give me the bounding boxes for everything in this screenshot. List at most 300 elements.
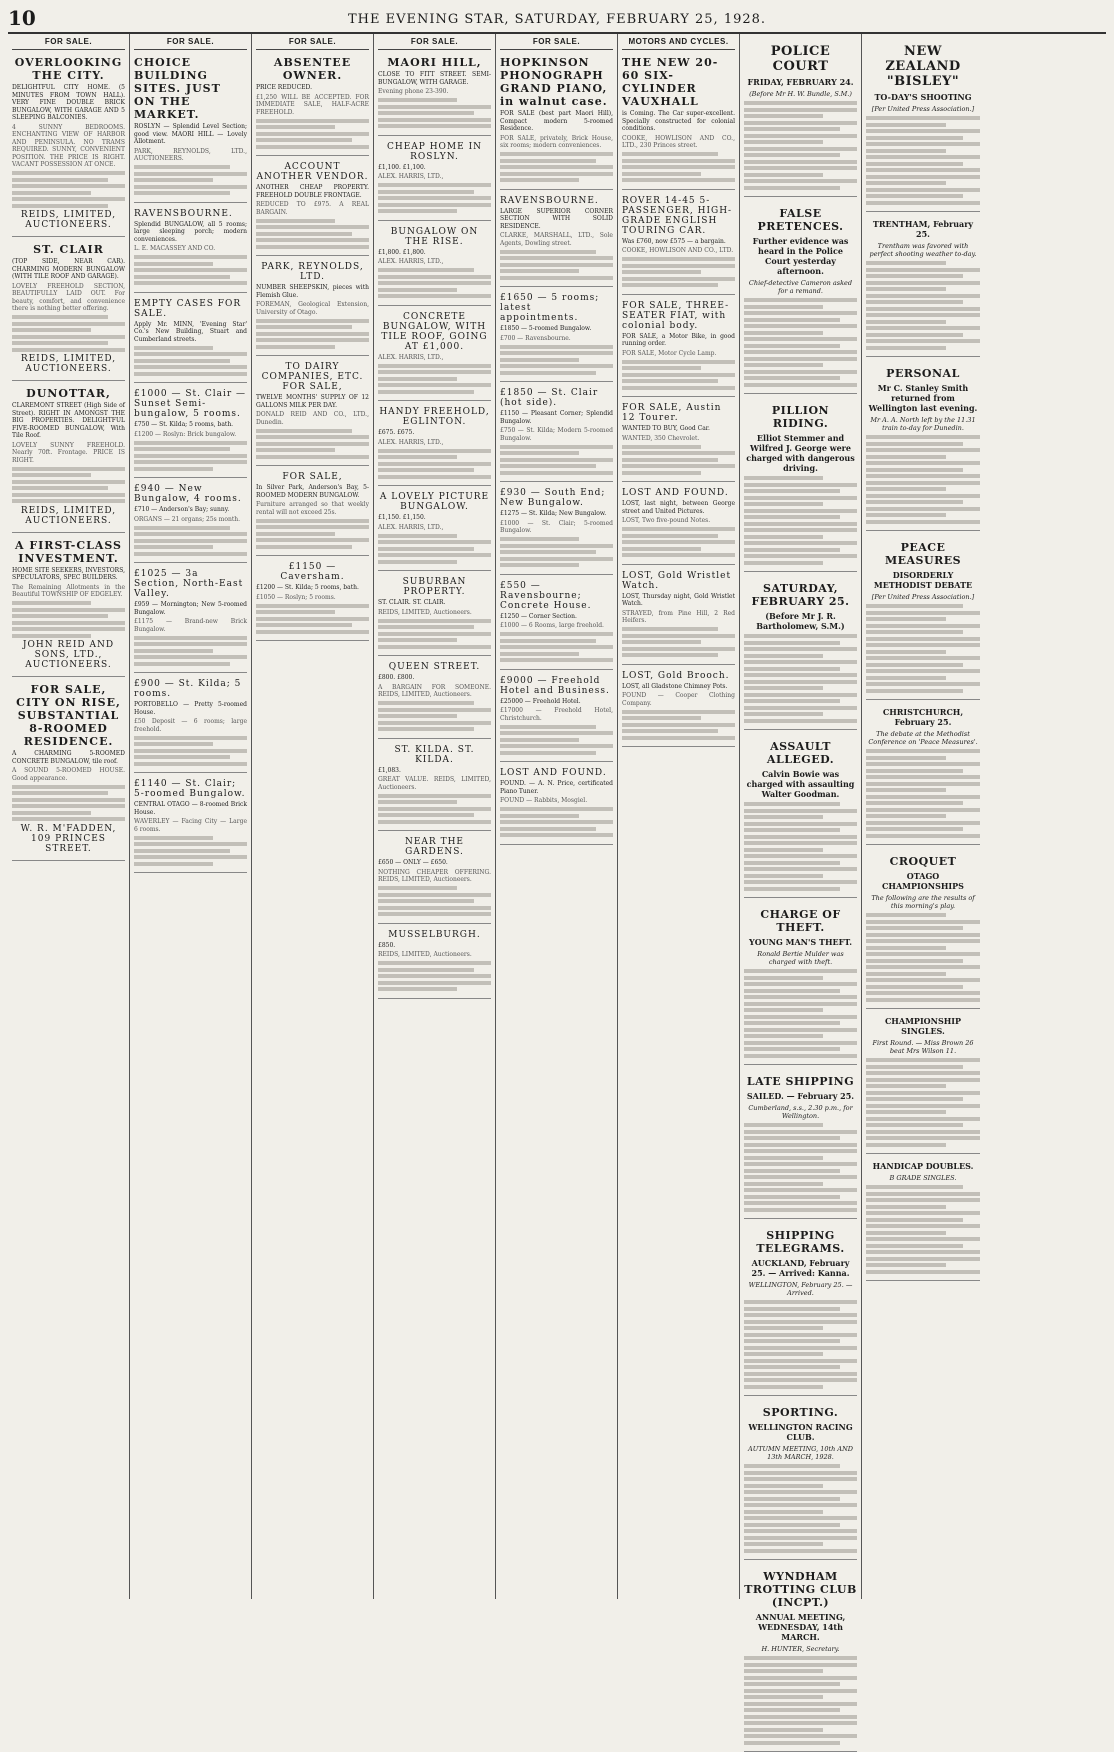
text-line — [866, 1250, 980, 1254]
text-line — [866, 762, 980, 766]
text-line — [744, 848, 823, 852]
text-line — [744, 841, 857, 845]
news-headline: PILLION RIDING. — [771, 404, 830, 430]
text-line — [622, 710, 735, 714]
ad-body: £17000 — Freehold Hotel, Christchurch. — [500, 707, 613, 722]
ad-body: ALEX. HARRIS, LTD., — [378, 353, 444, 361]
text-line — [378, 638, 457, 642]
text-line — [12, 178, 108, 182]
news-item — [866, 1154, 980, 1281]
ad-body: £1000 — 6 Rooms, large freehold. — [500, 622, 604, 629]
ad-body: A BARGAIN FOR SOMEONE. REIDS, LIMITED, Auctioneers. — [378, 683, 491, 698]
ad-body: 4 SUNNY BEDROOMS. ENCHANTING VIEW OF HARBOR AND PENINSULA. NO TRAMS REQUIRED. SUNNY, CONVENIENT POSITION. THE PRICE IS RIGHT. VACANT POSSESSION AT ONCE. — [12, 123, 125, 168]
text-line — [256, 332, 369, 336]
text-line — [622, 159, 735, 163]
ad-subheading: LOST, all Gladstone Chimney Pots. — [622, 682, 728, 690]
ad-body: L. E. MACASSEY AND CO. — [134, 245, 216, 252]
text-line — [744, 1734, 857, 1738]
ad-body: FOREMAN, Geological Extension, University of Otago. — [256, 301, 369, 316]
text-line — [744, 1156, 823, 1160]
text-line — [744, 835, 857, 839]
text-line — [378, 124, 491, 128]
news-headline: WYNDHAM TROTTING CLUB (INCPT.) — [744, 1570, 857, 1609]
newspaper-title: THE EVENING STAR, SATURDAY, FEBRUARY 25, 1928. — [347, 12, 767, 27]
ad-body: £1000 — St. Clair; 5-roomed Bungalow. — [500, 519, 613, 534]
text-line — [744, 1054, 857, 1058]
classified-ad — [500, 190, 613, 288]
ad-subheading: PORTOBELLO — Pretty 5-roomed House. — [134, 701, 247, 716]
text-line — [256, 442, 369, 446]
text-line — [134, 268, 247, 272]
ad-body: DONALD REID AND CO., LTD., Dunedin. — [256, 411, 369, 426]
news-headline: PERSONAL — [886, 367, 960, 380]
text-line — [744, 318, 840, 322]
column-1 — [8, 34, 130, 1599]
text-line — [256, 538, 369, 542]
text-line — [134, 178, 213, 182]
ad-headline: ST. CLAIR — [33, 243, 104, 256]
text-line — [500, 371, 596, 375]
text-line — [744, 874, 823, 878]
column-heading: FOR SALE. — [12, 34, 125, 50]
classified-ad — [500, 50, 613, 190]
text-line — [866, 920, 980, 924]
text-line — [866, 834, 980, 838]
text-line — [744, 673, 857, 677]
text-line — [866, 978, 980, 982]
text-line — [866, 1078, 980, 1082]
news-body: WELLINGTON, February 25. — Arrived. — [748, 1281, 853, 1297]
text-line — [622, 464, 735, 468]
text-line — [744, 686, 823, 690]
text-line — [378, 981, 491, 985]
ad-headline: MUSSELBURGH. — [388, 929, 481, 940]
ad-subheading: FOUND. — A. N. Price, certificated Piano Tuner. — [500, 780, 613, 795]
text-line — [744, 1372, 857, 1376]
text-line — [744, 324, 857, 328]
ad-subheading: £1,800. £1,800. — [378, 248, 426, 256]
text-line — [744, 887, 840, 891]
text-line — [866, 676, 946, 680]
text-line — [866, 1270, 980, 1274]
text-line — [744, 712, 823, 716]
text-line — [744, 1195, 840, 1199]
text-line — [500, 563, 579, 567]
text-line — [866, 1130, 980, 1134]
text-line — [744, 1015, 857, 1019]
text-line — [500, 263, 613, 267]
text-line — [744, 1516, 857, 1520]
text-line — [866, 474, 980, 478]
ad-headline: CONCRETE BUNGALOW, WITH TILE ROOF, GOING AT £1,000. — [381, 311, 488, 352]
text-line — [744, 522, 857, 526]
text-line — [744, 880, 857, 884]
text-line — [866, 656, 980, 660]
text-line — [256, 435, 369, 439]
text-line — [134, 185, 247, 189]
text-line — [866, 181, 946, 185]
text-line — [256, 145, 369, 149]
text-line — [866, 123, 946, 127]
text-line — [744, 383, 857, 387]
text-line — [378, 645, 491, 649]
text-line — [744, 693, 857, 697]
classified-ad — [622, 397, 735, 482]
text-line — [866, 333, 963, 337]
news-headline: NEW ZEALAND "BISLEY" — [885, 44, 961, 89]
ad-body: REIDS, LIMITED, Auctioneers. — [378, 608, 472, 616]
ad-body: £1175 — Brand-new Brick Bungalow. — [134, 618, 247, 633]
text-line — [744, 344, 840, 348]
text-line — [12, 341, 108, 345]
text-line — [12, 348, 125, 352]
text-line — [256, 338, 369, 342]
text-line — [744, 1307, 840, 1311]
text-line — [256, 617, 369, 621]
text-line — [134, 447, 230, 451]
text-line — [866, 455, 946, 459]
news-item — [744, 34, 857, 197]
text-line — [500, 445, 613, 449]
text-line — [744, 1542, 823, 1546]
ad-body: GREAT VALUE. REIDS, LIMITED, Auctioneers. — [378, 776, 491, 791]
text-line — [744, 528, 857, 532]
text-line — [744, 140, 823, 144]
news-item — [744, 1065, 857, 1219]
text-line — [622, 736, 735, 740]
text-line — [500, 471, 613, 475]
text-line — [866, 1071, 980, 1075]
classified-ad — [500, 762, 613, 845]
ad-subheading: CENTRAL OTAGO — 8-roomed Brick House. — [134, 801, 247, 816]
text-line — [866, 461, 980, 465]
text-line — [744, 1695, 823, 1699]
ad-headline: ACCOUNT ANOTHER VENDOR. — [256, 162, 369, 182]
text-line — [500, 159, 596, 163]
ad-headline: £1000 — St. Clair — Sunset Semi-bungalow, 5 rooms. — [134, 389, 247, 419]
text-line — [744, 1656, 857, 1660]
text-line — [744, 1464, 840, 1468]
text-line — [622, 540, 735, 544]
text-line — [378, 968, 474, 972]
ad-headline: NEAR THE GARDENS. — [404, 837, 464, 857]
text-line — [256, 132, 369, 136]
text-line — [378, 886, 457, 890]
text-line — [12, 614, 108, 618]
text-line — [378, 794, 491, 798]
text-line — [866, 494, 980, 498]
ad-body: FOUND — Rabbits, Mosgiel. — [500, 797, 588, 804]
text-line — [866, 756, 946, 760]
text-line — [134, 281, 247, 285]
classified-ad — [134, 563, 247, 673]
ad-headline: RAVENSBOURNE. — [134, 208, 233, 219]
text-line — [500, 744, 613, 748]
text-line — [378, 370, 491, 374]
news-subhead: TRENTHAM, February 25. — [872, 219, 974, 239]
column-7 — [740, 34, 862, 1653]
text-line — [256, 604, 369, 608]
ad-body: PARK, REYNOLDS, LTD., AUCTIONEERS. — [134, 147, 247, 162]
text-line — [866, 926, 963, 930]
text-line — [622, 283, 718, 287]
text-line — [500, 537, 579, 541]
ad-headline: £900 — St. Kilda; 5 rooms. — [134, 679, 242, 699]
news-subhead: DISORDERLY METHODIST DEBATE — [873, 570, 973, 590]
text-line — [256, 125, 335, 129]
text-line — [744, 1721, 857, 1725]
ad-agent: REIDS, LIMITED, AUCTIONEERS. — [20, 505, 117, 526]
ad-subheading: £750 — St. Kilda; 5 rooms, bath. — [134, 421, 234, 428]
text-line — [622, 471, 701, 475]
classified-ad — [622, 482, 735, 565]
text-line — [378, 534, 457, 538]
text-line — [622, 178, 735, 182]
ad-body: ORGANS — 21 organs; 25s month. — [134, 515, 241, 523]
text-line — [866, 136, 963, 140]
text-line — [256, 138, 352, 142]
news-item — [744, 1219, 857, 1396]
ad-agent: REIDS, LIMITED, AUCTIONEERS. — [20, 354, 117, 374]
text-line — [744, 1715, 857, 1719]
text-line — [744, 1339, 840, 1343]
text-line — [256, 519, 369, 523]
text-line — [744, 1208, 857, 1212]
text-line — [744, 1333, 857, 1337]
text-line — [866, 1231, 946, 1235]
text-line — [744, 828, 840, 832]
text-line — [866, 1065, 963, 1069]
text-line — [378, 727, 474, 731]
text-line — [378, 288, 457, 292]
text-line — [12, 184, 125, 188]
text-line — [744, 337, 857, 341]
text-line — [134, 736, 247, 740]
text-line — [500, 345, 613, 349]
ad-body: NOTHING CHEAPER OFFERING. REIDS, LIMITED, Auctioneers. — [378, 868, 491, 883]
text-line — [744, 1490, 857, 1494]
ad-body: COOKE, HOWLISON AND CO., LTD., 230 Princes street. — [622, 134, 735, 149]
classified-ad — [622, 565, 735, 665]
text-line — [256, 325, 352, 329]
text-line — [744, 1741, 840, 1745]
text-line — [378, 619, 491, 623]
text-line — [866, 1185, 963, 1189]
text-line — [866, 339, 980, 343]
ad-headline: THE NEW 20-60 SIX-CYLINDER VAUXHALL — [622, 56, 719, 108]
text-line — [500, 557, 613, 561]
text-line — [378, 111, 474, 115]
text-line — [744, 1708, 840, 1712]
ad-headline: CHOICE BUILDING SITES. JUST ON THE MARKET. — [134, 56, 221, 121]
text-line — [744, 1728, 823, 1732]
text-line — [744, 982, 857, 986]
columns — [8, 34, 1108, 1653]
text-line — [744, 331, 823, 335]
text-line — [134, 191, 230, 195]
text-line — [866, 1143, 946, 1147]
text-line — [134, 365, 247, 369]
ad-headline: SUBURBAN PROPERTY. — [402, 577, 467, 597]
ad-body: FOR SALE, privately, Brick House, six rooms; modern conveniences. — [500, 134, 613, 149]
text-line — [500, 814, 579, 818]
text-line — [866, 795, 980, 799]
text-line — [134, 526, 230, 530]
text-line — [866, 1257, 980, 1261]
text-line — [622, 270, 701, 274]
text-line — [378, 721, 491, 725]
news-headline: SATURDAY, FEBRUARY 25. — [751, 582, 850, 608]
classified-ad — [500, 482, 613, 575]
text-line — [866, 1117, 980, 1121]
text-line — [744, 1523, 840, 1527]
text-line — [378, 820, 491, 824]
text-line — [866, 175, 980, 179]
classified-ad — [378, 221, 491, 306]
news-body: The debate at the Methodist Conference on 'Peace Measures'. — [868, 730, 978, 746]
text-line — [744, 1320, 857, 1324]
text-line — [12, 493, 125, 497]
ad-body: FOUND — Cooper Clothing Company. — [622, 692, 735, 707]
text-line — [744, 1300, 857, 1304]
text-line — [866, 939, 980, 943]
text-line — [866, 952, 980, 956]
ad-subheading: £1,083. — [378, 766, 401, 774]
text-line — [622, 445, 701, 449]
text-line — [622, 716, 701, 720]
news-subhead: Further evidence was heard in the Police Court yesterday afternoon. — [752, 236, 849, 276]
text-line — [744, 861, 840, 865]
text-line — [744, 634, 857, 638]
text-line — [744, 515, 840, 519]
classified-ad — [256, 356, 369, 466]
text-line — [744, 976, 823, 980]
text-line — [12, 191, 91, 195]
ad-body: ALEX. HARRIS, LTD., — [378, 173, 444, 180]
text-line — [866, 162, 963, 166]
classified-ad — [12, 533, 125, 678]
text-line — [378, 468, 474, 472]
news-headline: SPORTING. — [762, 1406, 839, 1419]
ad-headline: TO DAIRY COMPANIES, ETC. FOR SALE, — [261, 362, 364, 392]
ad-headline: LOST AND FOUND. — [500, 768, 607, 778]
ad-body: A SOUND 5-ROOMED HOUSE. Good appearance. — [12, 767, 125, 782]
text-line — [256, 630, 369, 634]
news-subhead: FRIDAY, FEBRUARY 24. — [747, 77, 854, 87]
text-line — [12, 608, 125, 612]
news-item — [866, 531, 980, 700]
classified-ad — [12, 50, 125, 237]
text-line — [134, 275, 230, 279]
text-line — [866, 972, 946, 976]
text-line — [378, 625, 474, 629]
text-line — [378, 475, 491, 479]
news-body: (Before Mr H. W. Bundle, S.M.) — [749, 90, 852, 98]
text-line — [134, 636, 247, 640]
text-line — [866, 630, 963, 634]
text-line — [500, 807, 613, 811]
text-line — [866, 775, 980, 779]
ad-subheading: DELIGHTFUL CITY HOME. (5 MINUTES FROM TOWN HALL). VERY FINE DOUBLE BRICK BUNGALOW, WITH GARAGE AND 5 SLEEPING BALCONIES. — [12, 84, 125, 121]
text-line — [866, 1091, 980, 1095]
classified-ad — [12, 237, 125, 381]
text-line — [12, 486, 108, 490]
text-line — [744, 989, 840, 993]
text-line — [500, 645, 613, 649]
ad-subheading: CLAREMONT STREET (High Side of Street). RIGHT IN AMONGST THE BIG PROPERTIES. DELIGHTFUL FIVE-ROOMED BUNGALOW, With Tile Roof. — [12, 402, 125, 439]
text-line — [744, 854, 857, 858]
text-line — [256, 219, 335, 223]
text-line — [12, 627, 125, 631]
news-item — [866, 845, 980, 1009]
text-line — [744, 134, 857, 138]
text-line — [744, 121, 857, 125]
text-line — [134, 836, 213, 840]
news-headline: POLICE COURT — [770, 44, 831, 74]
news-body: H. HUNTER, Secretary. — [761, 1645, 840, 1653]
column-4 — [374, 34, 496, 1599]
text-line — [256, 119, 369, 123]
text-line — [134, 359, 230, 363]
ad-agent: REIDS, LIMITED, AUCTIONEERS. — [20, 210, 117, 230]
text-line — [866, 442, 963, 446]
text-line — [744, 1503, 857, 1507]
ad-subheading: NUMBER SHEEPSKIN, pieces with Flemish Glue. — [256, 284, 369, 299]
text-line — [744, 1497, 840, 1501]
ad-headline: £550 — Ravensbourne; Concrete House. — [500, 580, 592, 611]
ad-subheading: WANTED TO BUY, Good Car. — [622, 425, 710, 432]
text-line — [622, 729, 718, 733]
ad-headline: ABSENTEE OWNER. — [273, 56, 352, 82]
classified-ad — [378, 50, 491, 136]
text-line — [12, 499, 125, 503]
news-item — [744, 1396, 857, 1560]
text-line — [622, 627, 718, 631]
text-line — [866, 682, 980, 686]
text-line — [12, 791, 108, 795]
text-line — [744, 535, 823, 539]
text-line — [866, 294, 980, 298]
text-line — [866, 1058, 980, 1062]
text-line — [744, 1536, 857, 1540]
text-line — [744, 867, 857, 871]
text-line — [744, 147, 857, 151]
text-line — [134, 655, 247, 659]
text-line — [622, 451, 735, 455]
ad-headline: £1150 — Caversham. — [280, 562, 345, 582]
text-line — [744, 1136, 840, 1140]
ad-headline: HOPKINSON PHONOGRAPH GRAND PIANO, in walnut case. — [500, 56, 608, 108]
text-line — [134, 255, 247, 259]
text-line — [500, 276, 613, 280]
text-line — [866, 1237, 980, 1241]
ad-body: £50 Deposit — 6 rooms; large freehold. — [134, 718, 247, 733]
text-line — [744, 502, 823, 506]
text-line — [866, 326, 980, 330]
text-line — [134, 749, 247, 753]
text-line — [378, 294, 491, 298]
ad-headline: FOR SALE, THREE-SEATER FIAT, with colonial body. — [622, 300, 730, 331]
text-line — [744, 1034, 823, 1038]
text-line — [744, 1130, 857, 1134]
ad-body: LOVELY SUNNY FREEHOLD. Nearly 70ft. Frontage. PRICE IS RIGHT. — [12, 441, 125, 464]
ad-subheading: Was £760, now £575 — a bargain. — [622, 237, 726, 245]
ad-subheading: £850. — [378, 941, 396, 949]
news-item — [744, 730, 857, 898]
text-line — [378, 708, 491, 712]
news-subhead: SAILED. — February 25. — [746, 1091, 855, 1101]
text-line — [744, 1188, 857, 1192]
